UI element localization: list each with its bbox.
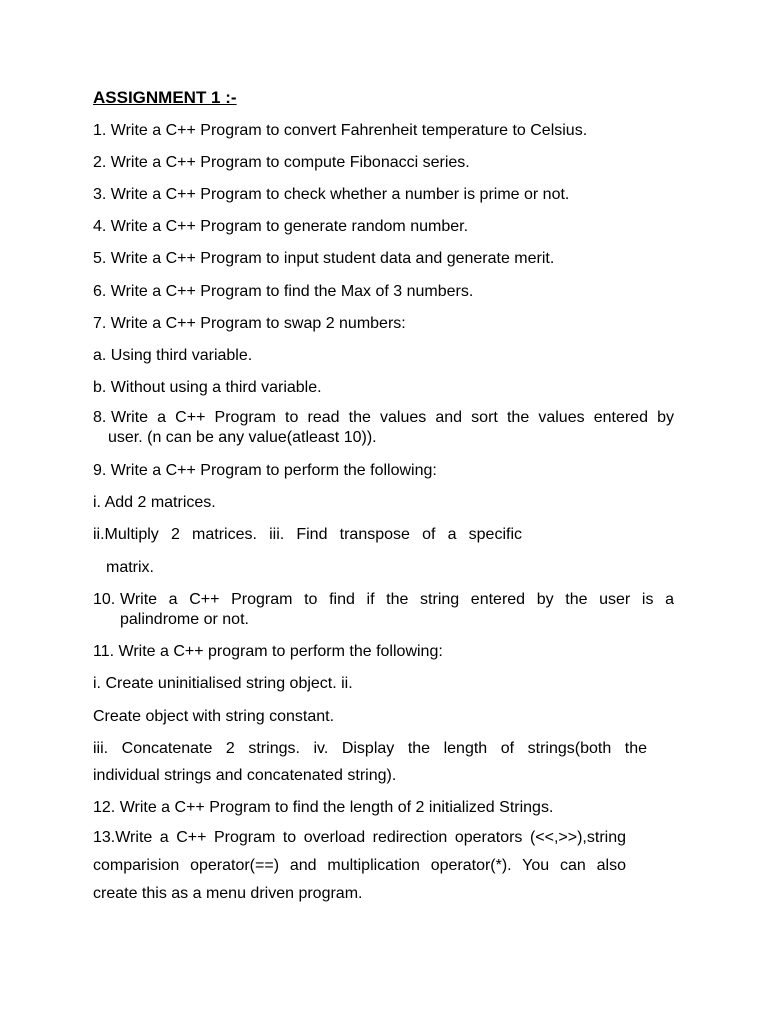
question-9: 9. Write a C++ Program to perform the following: (93, 462, 437, 479)
question-11-part-i: i. Create uninitialised string object. ii. (93, 675, 353, 692)
question-11-part-iii-line-2: individual strings and concatenated string). (93, 767, 397, 784)
question-11: 11. Write a C++ program to perform the following: (93, 643, 443, 660)
question-8-line-2: user. (n can be any value(atleast 10)). (108, 429, 377, 446)
question-12: 12. Write a C++ Program to find the length of 2 initialized Strings. (93, 799, 554, 816)
question-13-line-1: 13.Write a C++ Program to overload redirection operators (<<,>>),string (93, 829, 626, 846)
question-6: 6. Write a C++ Program to find the Max of 3 numbers. (93, 283, 474, 300)
question-13-line-3: create this as a menu driven program. (93, 885, 363, 902)
question-8-number: 8. (93, 409, 107, 426)
question-1: 1. Write a C++ Program to convert Fahrenheit temperature to Celsius. (93, 122, 588, 139)
question-3: 3. Write a C++ Program to check whether a number is prime or not. (93, 186, 570, 203)
question-9-part-i: i. Add 2 matrices. (93, 494, 216, 511)
question-9-part-ii: ii.Multiply 2 matrices. iii. Find transpose of a specific (93, 526, 522, 543)
question-11-part-iii-line-1: iii. Concatenate 2 strings. iv. Display the length of strings(both the (93, 740, 647, 757)
question-5: 5. Write a C++ Program to input student data and generate merit. (93, 250, 555, 267)
question-8-line-1: Write a C++ Program to read the values and sort the values entered by (111, 409, 674, 426)
assignment-title: ASSIGNMENT 1 :- (93, 88, 237, 107)
question-11-part-ii: Create object with string constant. (93, 708, 335, 725)
question-10-line-2: palindrome or not. (120, 611, 249, 628)
question-10-line-1: Write a C++ Program to find if the string entered by the user is a (120, 591, 674, 608)
question-7-option-b: b. Without using a third variable. (93, 379, 322, 396)
question-9-part-ii-continued: matrix. (106, 559, 154, 576)
question-13-line-2: comparision operator(==) and multiplication operator(*). You can also (93, 857, 626, 874)
question-4: 4. Write a C++ Program to generate random number. (93, 218, 469, 235)
question-7-option-a: a. Using third variable. (93, 347, 253, 364)
question-7: 7. Write a C++ Program to swap 2 numbers: (93, 315, 406, 332)
question-10-number: 10. (93, 591, 116, 608)
question-2: 2. Write a C++ Program to compute Fibonacci series. (93, 154, 470, 171)
